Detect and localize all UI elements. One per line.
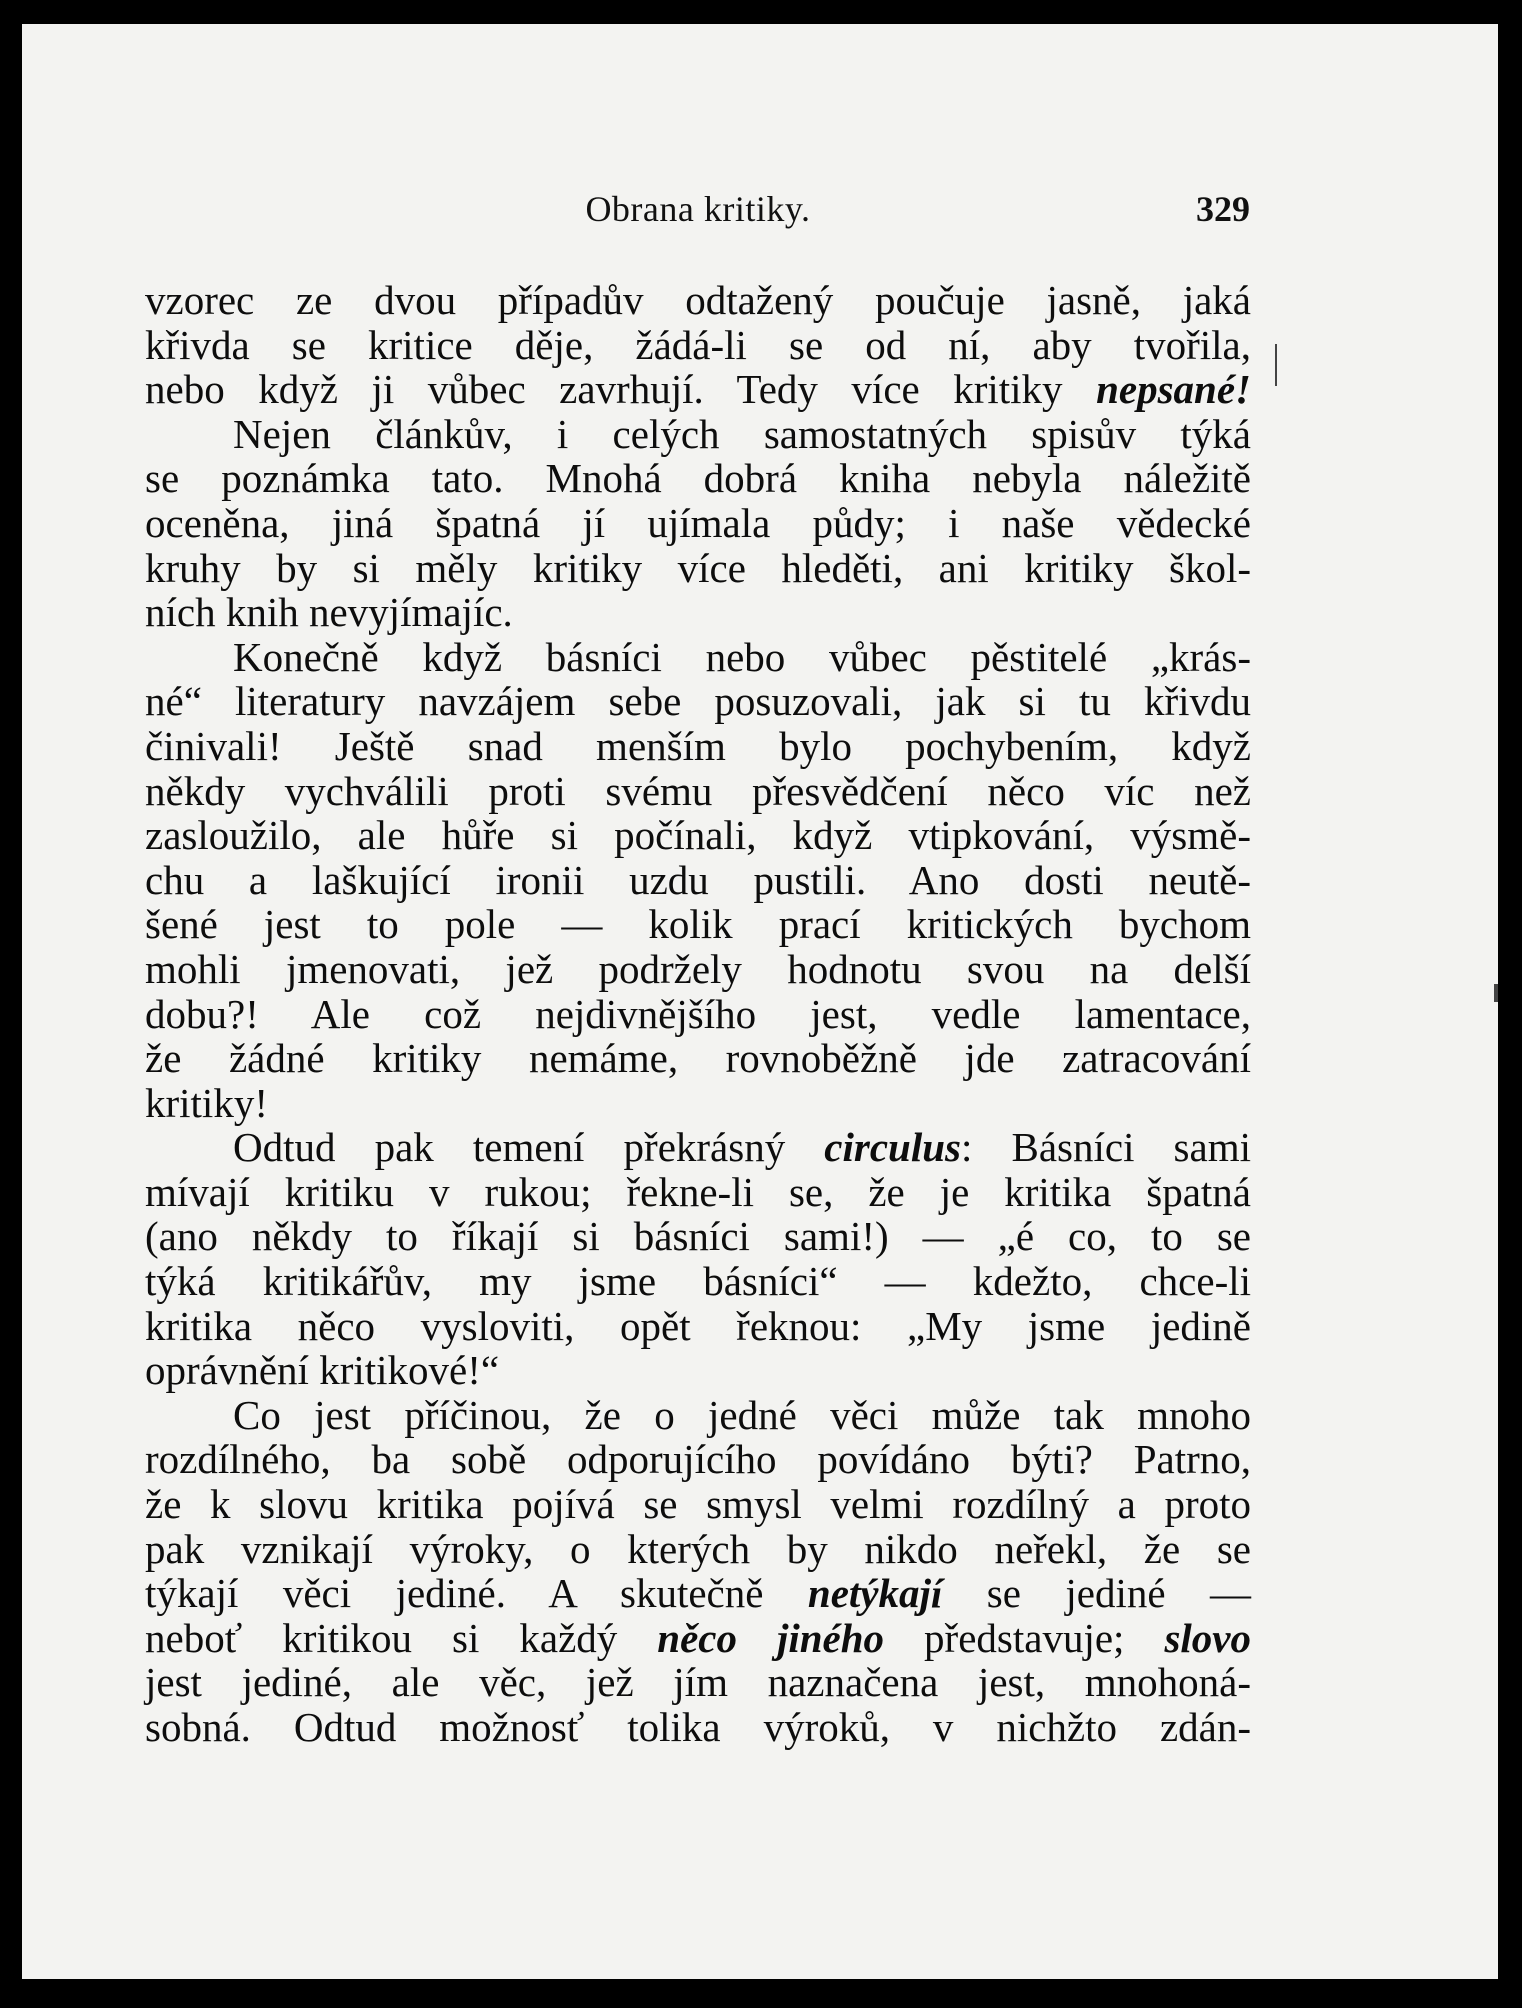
text-line: chu a laškující ironii uzdu pustili. Ano dosti neutě- — [145, 856, 1251, 903]
text-line: mohli jmenovati, jež podržely hodnotu svou na delší — [145, 945, 1251, 992]
text-line: pak vznikají výroky, o kterých by nikdo neřekl, že se — [145, 1525, 1251, 1572]
text-line: zasloužilo, ale hůře si počínali, když vtipkování, výsmě- — [145, 812, 1251, 859]
text-line — [145, 1571, 1251, 1616]
text-line: že žádné kritiky nemáme, rovnoběžně jde zatracování — [145, 1035, 1251, 1082]
text-line: mívají kritiku v rukou; řekne-li se, že je kritika špatná — [145, 1168, 1251, 1215]
text-line: oceněna, jiná špatná jí ujímala půdy; i naše vědecké — [145, 499, 1251, 546]
text-line: kritika něco vysloviti, opět řeknou: „My jsme jedině — [145, 1302, 1251, 1349]
emphasis-text: netýkají — [807, 1570, 943, 1617]
text-line: jest jediné, ale věc, jež jím naznačena jest, mnohoná- — [145, 1659, 1251, 1706]
text-line — [145, 1125, 1251, 1170]
text-line: kritiky! — [145, 1079, 268, 1126]
text-line: sobná. Odtud možnosť tolika výroků, v nichžto zdán- — [145, 1704, 1251, 1750]
emphasis-text: něco jiného — [657, 1614, 885, 1661]
line-segment: neboť kritikou si každý — [145, 1614, 658, 1661]
text-line: Nejen článkův, i celých samostatných spisův týká — [233, 410, 1251, 457]
text-line: kruhy by si měly kritiky více hleděti, ani kritiky škol- — [145, 544, 1251, 591]
text-line: (ano někdy to říkají si básníci sami!) — „é co, to se — [145, 1213, 1251, 1260]
running-title: Obrana kritiky. — [585, 189, 811, 229]
text-line: rozdílného, ba sobě odporujícího povídáno býti? Patrno, — [145, 1436, 1251, 1483]
line-segment: představuje; — [884, 1614, 1165, 1661]
emphasis-text: nepsané! — [1096, 366, 1251, 413]
line-segment: týkají věci jediné. A skutečně — [145, 1570, 808, 1617]
text-line: že k slovu kritika pojívá se smysl velmi rozdílný a proto — [145, 1481, 1251, 1528]
text-line: Konečně když básníci nebo vůbec pěstitelé „krás- — [233, 633, 1251, 680]
text-line — [145, 367, 1251, 412]
emphasis-text: slovo — [1164, 1614, 1251, 1661]
emphasis-text: circulus — [824, 1124, 961, 1171]
text-line — [145, 1616, 1251, 1661]
text-line: se poznámka tato. Mnohá dobrá kniha nebyla náležitě — [145, 455, 1251, 502]
text-line: ních knih nevyjímajíc. — [145, 589, 513, 636]
text-line: Co jest příčinou, že o jedné věci může tak mnoho — [233, 1391, 1251, 1438]
text-line: šené jest to pole — kolik prací kritických bychom — [145, 901, 1251, 948]
text-line: křivda se kritice děje, žádá-li se od ní, aby tvořila, — [145, 321, 1251, 368]
text-line: dobu?! Ale což nejdivnějšího jest, vedle lamentace, — [145, 990, 1251, 1037]
page-number: 329 — [1196, 189, 1250, 229]
text-line: oprávnění kritikové!“ — [145, 1347, 500, 1394]
line-segment: nebo když ji vůbec zavrhují. Tedy více kritiky — [145, 366, 1097, 413]
text-line: někdy vychválili proti svému přesvědčení něco víc než — [145, 767, 1251, 814]
body-text — [145, 278, 1251, 1750]
text-line: činivali! Ještě snad menším bylo pochybením, když — [145, 722, 1251, 769]
right-edge-mark — [1275, 344, 1277, 386]
line-segment: Odtud pak temení překrásný — [233, 1124, 825, 1171]
line-segment: : Básníci sami — [961, 1124, 1251, 1171]
right-edge-mark-2 — [1494, 984, 1498, 1002]
line-segment: se jediné — — [942, 1570, 1251, 1617]
text-line: vzorec ze dvou případův odtažený poučuje jasně, jaká — [145, 277, 1251, 323]
running-head — [146, 188, 1250, 248]
text-line: týká kritikářův, my jsme básníci“ — kdežto, chce-li — [145, 1258, 1251, 1305]
text-line: né“ literatury navzájem sebe posuzovali, jak si tu křivdu — [145, 678, 1251, 725]
